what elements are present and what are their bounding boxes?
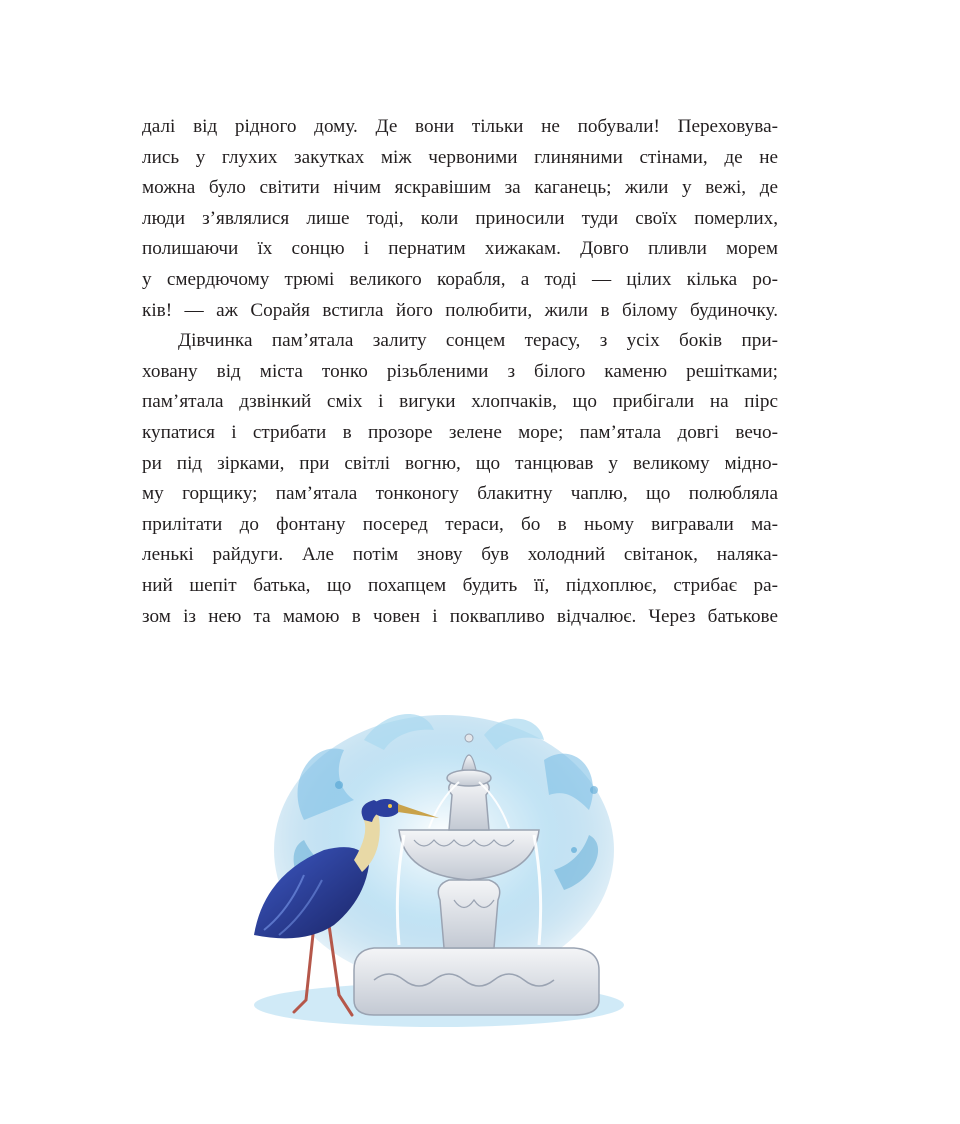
heron-fountain-illustration <box>244 700 634 1030</box>
paragraph <box>142 112 778 326</box>
text-line: люди з’являлися лише тоді, коли приносили туди своїх померлих, <box>142 207 778 229</box>
text-line: ховану від міста тонко різьбленими з білого каменю решітками; <box>142 360 778 382</box>
paragraph <box>142 326 778 663</box>
text-line: ний шепіт батька, що похапцем будить її, підхоплює, стрибає ра- <box>142 574 778 596</box>
text-line: ри під зірками, при світлі вогню, що танцював у великому мідно- <box>142 452 778 474</box>
text-line: купатися і стрибати в прозоре зелене море; пам’ятала довгі вечо- <box>142 421 778 443</box>
text-line: ків! — аж Сорайя встигла його полюбити, жили в білому будиночку. <box>142 299 778 321</box>
text-line: у смердючому трюмі великого корабля, а тоді — цілих кілька ро- <box>142 268 778 290</box>
text-line: зом із нею та мамою в човен і поквапливо відчалює. Через батькове <box>142 605 778 627</box>
text-line: полишаючи їх сонцю і пернатим хижакам. Довго пливли морем <box>142 238 778 260</box>
text-line: можна було світити нічим яскравішим за каганець; жили у вежі, де <box>142 177 778 199</box>
text-line <box>142 632 778 663</box>
body-text <box>142 112 778 663</box>
text-line: лись у глухих закутках між червоними глиняними стінами, де не <box>142 146 778 168</box>
text-line: пам’ятала дзвінкий сміх і вигуки хлопчаків, що прибігали на пірс <box>142 391 778 413</box>
text-line: далі від рідного дому. Де вони тільки не побували! Переховува- <box>142 116 778 137</box>
text-line: ленькі райдуги. Але потім знову був холодний світанок, наляка- <box>142 544 778 566</box>
text-line: му горщику; пам’ятала тонконогу блакитну чаплю, що полюбляла <box>142 483 778 505</box>
text-line: Дівчинка пам’ятала залиту сонцем терасу, з усіх боків при- <box>178 330 778 352</box>
text-line: прилітати до фонтану посеред тераси, бо в ньому вигравали ма- <box>142 513 778 535</box>
